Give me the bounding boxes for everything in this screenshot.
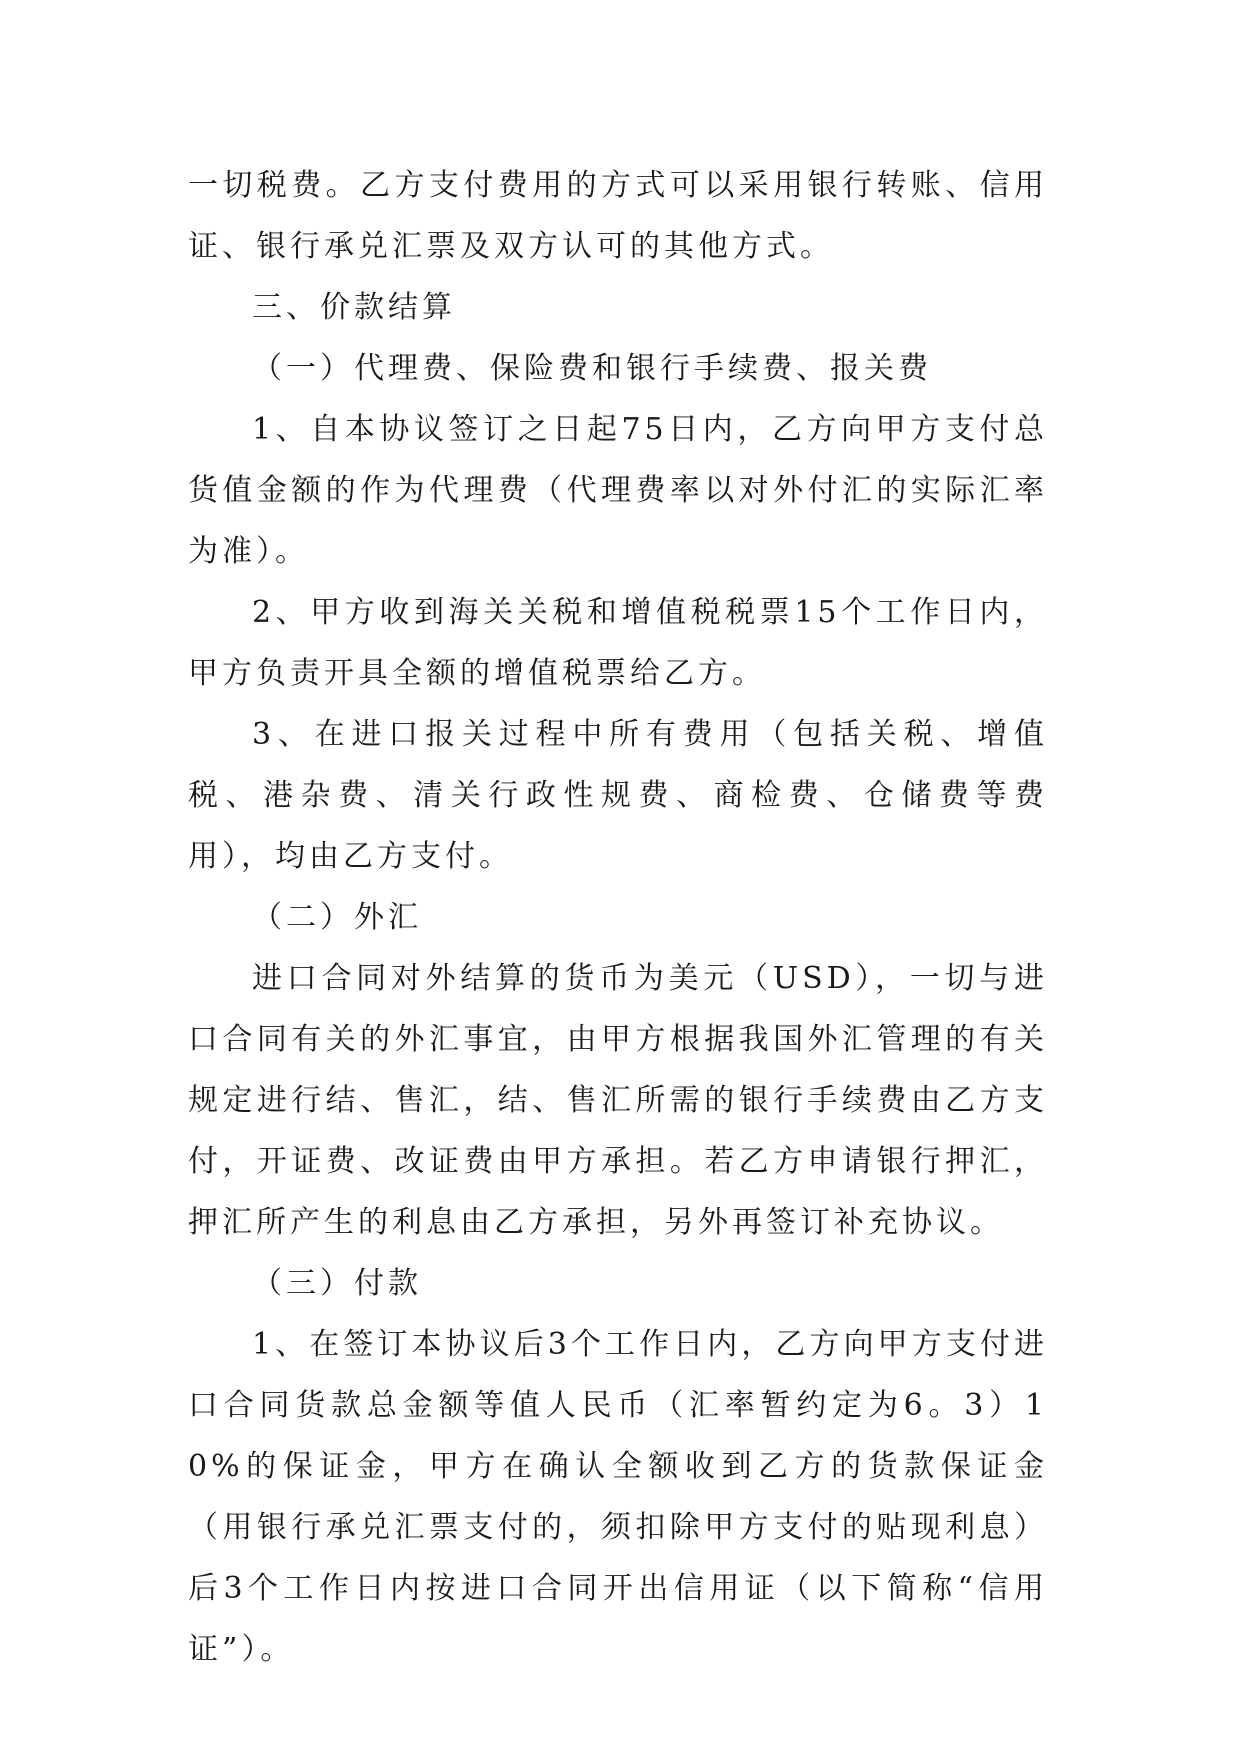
- clause-vat-invoice: 2、甲方收到海关关税和增值税税票15个工作日内，甲方负责开具全额的增值税票给乙方。: [188, 595, 1048, 691]
- clause-deposit-payment: 1、在签订本协议后3个工作日内，乙方向甲方支付进口合同货款总金额等值人民币（汇率暂约定为6。3）10%的保证金，甲方在确认全额收到乙方的货款保证金（用银行承兑汇票支付的，须扣除甲方支付的贴现利息）后3个工作日内按进口合同开出信用证（以下简称“信用证”）。: [188, 1327, 1048, 1667]
- clause-agency-fee: 1、自本协议签订之日起75日内，乙方向甲方支付总货值金额的作为代理费（代理费率以对外付汇的实际汇率为准）。: [188, 412, 1048, 569]
- document-body: [188, 155, 1048, 1680]
- paragraph-tax-payment-methods: 一切税费。乙方支付费用的方式可以采用银行转账、信用证、银行承兑汇票及双方认可的其他方式。: [188, 168, 1048, 264]
- clause-customs-fees: 3、在进口报关过程中所有费用（包括关税、增值税、港杂费、清关行政性规费、商检费、仓储费等费用），均由乙方支付。: [188, 717, 1048, 874]
- subsection-heading-foreign-exchange: （二）外汇: [252, 900, 422, 935]
- subsection-heading-payment: （三）付款: [252, 1266, 422, 1301]
- section-heading-price-settlement: 三、价款结算: [252, 290, 456, 325]
- clause-foreign-exchange: 进口合同对外结算的货币为美元（USD），一切与进口合同有关的外汇事宜，由甲方根据我国外汇管理的有关规定进行结、售汇，结、售汇所需的银行手续费由乙方支付，开证费、改证费由甲方承担。若乙方申请银行押汇，押汇所产生的利息由乙方承担，另外再签订补充协议。: [188, 961, 1048, 1240]
- subsection-heading-agency-fees: （一）代理费、保险费和银行手续费、报关费: [252, 351, 932, 386]
